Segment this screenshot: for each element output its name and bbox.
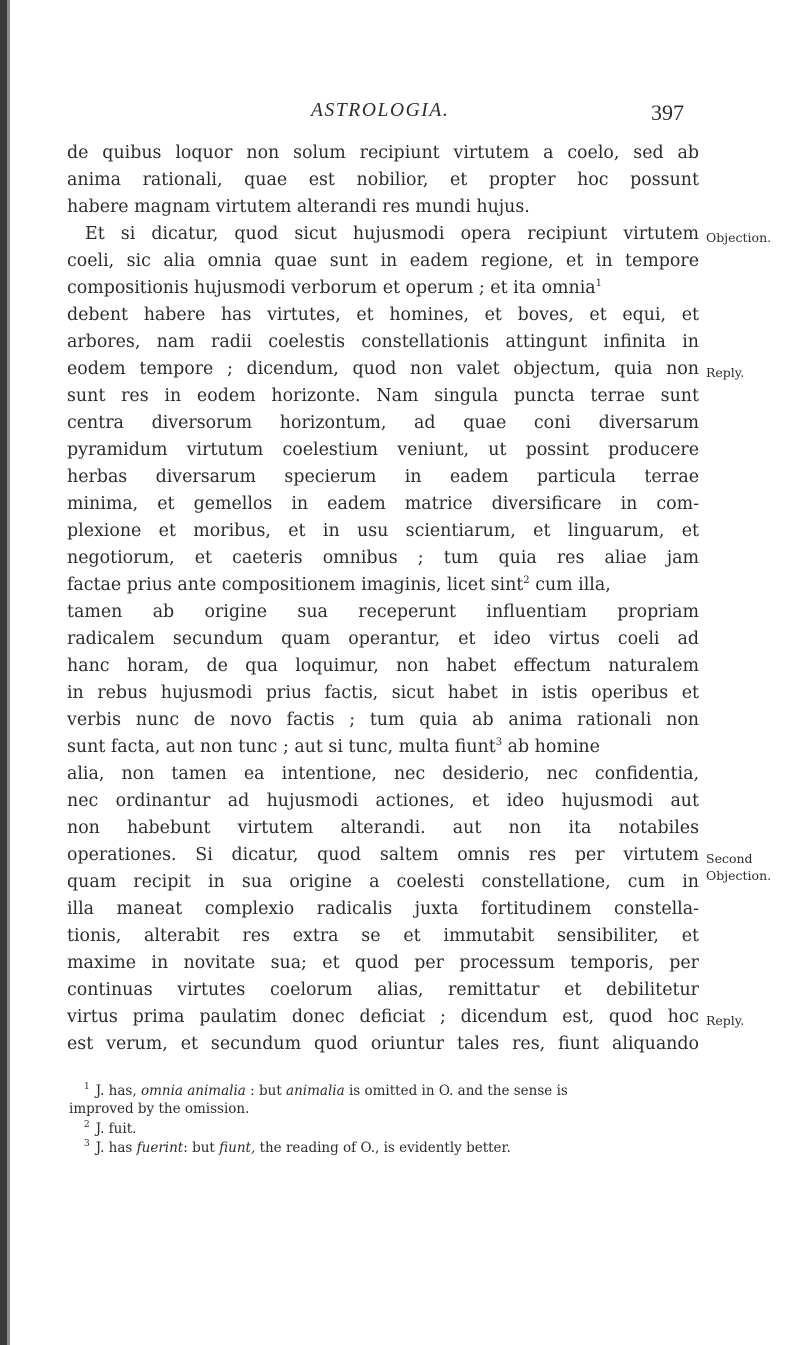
text-line: herbas diversarum specierum in eadem particula terrae [67,467,699,487]
margin-note-second: Second [706,851,753,866]
text-line: eodem tempore ; dicendum, quod non valet objectum, quia non [67,359,699,379]
text-line: plexione et moribus, et in usu scientiarum, et linguarum, et [67,521,699,541]
text-line: alia, non tamen ea intentione, nec desiderio, nec confidentia, [67,764,699,784]
text-line: compositionis hujusmodi verborum et operum ; et ita omnia$^1$ [67,278,603,298]
text-line: factae prius ante compositionem imaginis, licet sint$^2$ cum illa, [67,575,611,595]
text-line: coeli, sic alia omnia quae sunt in eadem regione, et in tempore [67,251,699,271]
text-line: hanc horam, de qua loquimur, non habet effectum naturalem [67,656,699,676]
footnote-1-continued: improved by the omission. [69,1101,250,1117]
text-line: tionis, alterabit res extra se et immutabit sensibiliter, et [67,926,699,946]
text-line: maxime in novitate sua; et quod per processum temporis, per [67,953,699,973]
text-line: quam recipit in sua origine a coelesti constellatione, cum in [67,872,699,892]
text-line: anima rationali, quae est nobilior, et propter hoc possunt [67,170,699,190]
text-line: arbores, nam radii coelestis constellationis attingunt infinita in [67,332,699,352]
margin-note-objection-2: Objection. [706,868,772,883]
footnote-1: $^1$ J. has, omnia animalia : but animalia is omitted in O. and the sense is [84,1082,568,1099]
text-line: in rebus hujusmodi prius factis, sicut habet in istis operibus et [67,683,699,703]
text-line: radicalem secundum quam operantur, et ideo virtus coeli ad [67,629,699,649]
text-line: operationes. Si dicatur, quod saltem omnis res per virtutem [67,845,699,865]
footnote-ref-2[interactable]: 2 [523,575,530,586]
text-line: continuas virtutes coelorum alias, remittatur et debilitetur [67,980,699,1000]
text-line: de quibus loquor non solum recipiunt virtutem a coelo, sed ab [67,143,699,163]
text-line: Et si dicatur, quod sicut hujusmodi opera recipiunt virtutem [85,224,699,244]
margin-note-reply-2: Reply. [706,1013,745,1028]
margin-note-objection: Objection. [706,230,772,245]
footnote-3: $^3$ J. has fuerint: but fiunt, the reading of O., is evidently better. [84,1139,511,1156]
text-line: sunt res in eodem horizonte. Nam singula puncta terrae sunt [67,386,699,406]
text-line: virtus prima paulatim donec deficiat ; dicendum est, quod hoc [67,1007,699,1027]
text-line: pyramidum virtutum coelestium veniunt, ut possint producere [67,440,699,460]
text-line: nec ordinantur ad hujusmodi actiones, et ideo hujusmodi aut [67,791,699,811]
text-line: habere magnam virtutem alterandi res mundi hujus. [67,197,530,217]
margin-note-reply: Reply. [706,365,745,380]
text-line: est verum, et secundum quod oriuntur tales res, fiunt aliquando [67,1034,699,1054]
text-line: negotiorum, et caeteris omnibus ; tum quia res aliae jam [67,548,699,568]
text-line: tamen ab origine sua receperunt influentiam propriam [67,602,699,622]
page-number: 397 [651,100,684,125]
text-line: debent habere has virtutes, et homines, et boves, et equi, et [67,305,699,325]
footnote-2: $^2$ J. fuit. [84,1120,137,1137]
text-line: illa maneat complexio radicalis juxta fortitudinem constella- [67,899,699,919]
footnote-ref-1[interactable]: 1 [595,278,603,289]
text-line: sunt facta, aut non tunc ; aut si tunc, multa fiunt$^3$ ab homine [67,737,600,757]
running-title: ASTROLOGIA. [311,100,450,121]
footnote-ref-3[interactable]: 3 [495,737,503,748]
text-line: minima, et gemellos in eadem matrice diversificare in com- [67,494,699,514]
text-line: verbis nunc de novo factis ; tum quia ab anima rationali non [67,710,699,730]
text-line: centra diversorum horizontum, ad quae coni diversarum [67,413,699,433]
text-line: non habebunt virtutem alterandi. aut non ita notabiles [67,818,699,838]
